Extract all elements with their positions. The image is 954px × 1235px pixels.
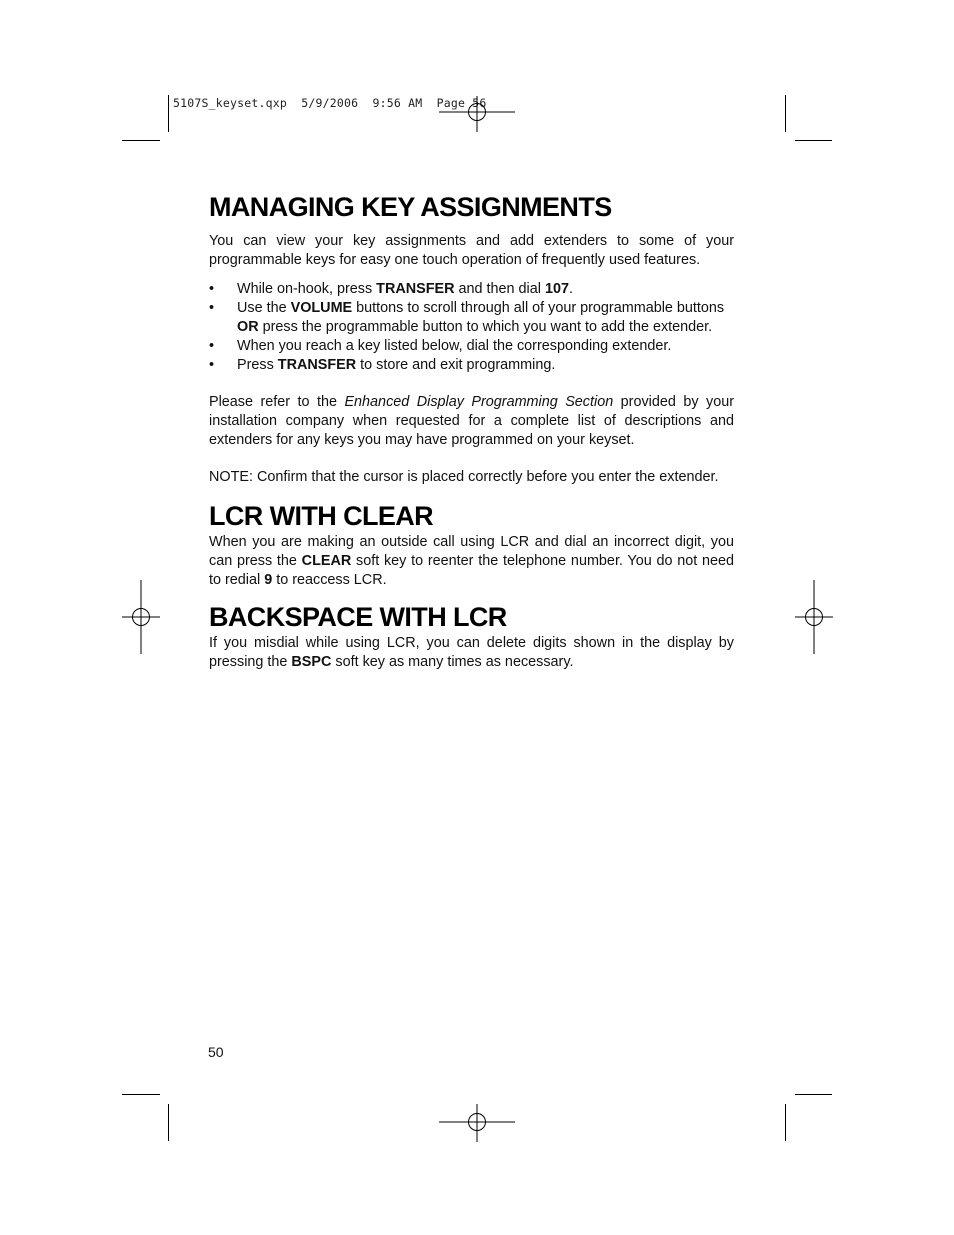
bullet-icon: • [209, 300, 215, 316]
crop-mark-top-left-v [168, 95, 169, 132]
bullet-icon: • [209, 338, 215, 354]
crop-mark-bottom-right-v [785, 1104, 786, 1141]
registration-target-right-icon [795, 580, 833, 654]
list-item: • Use the VOLUME buttons to scroll through all of your programmable buttons OR press the programmable button to which you want to add the extender. [209, 300, 725, 335]
crop-mark-top-right-h [795, 140, 832, 141]
crop-mark-top-left-h [122, 140, 160, 141]
crop-mark-bottom-right-h [795, 1094, 832, 1095]
heading-lcr-with-clear: LCR WITH CLEAR [209, 501, 434, 531]
crop-mark-bottom-left-v [168, 1104, 169, 1141]
list-item: • Press TRANSFER to store and exit programming. [209, 357, 556, 373]
list-item: • While on-hook, press TRANSFER and then dial 107. [209, 281, 573, 297]
note-paragraph: NOTE: Confirm that the cursor is placed correctly before you enter the extender. [209, 469, 719, 485]
lcr-clear-paragraph: When you are making an outside call using LCR and dial an incorrect digit, you can press the CLEAR soft key to reenter the telephone number. You do not need to redial 9 to reaccess LCR. [209, 534, 734, 588]
crop-mark-top-right-v [785, 95, 786, 132]
registration-target-left-icon [122, 580, 160, 654]
registration-target-top-icon [439, 96, 515, 132]
list-item: • When you reach a key listed below, dial the corresponding extender. [209, 338, 672, 354]
bullet-icon: • [209, 357, 215, 373]
print-slug: 5107S_keyset.qxp 5/9/2006 9:56 AM Page 56 [173, 96, 487, 110]
backspace-paragraph: If you misdial while using LCR, you can delete digits shown in the display by pressing the BSPC soft key as many times as necessary. [209, 635, 734, 670]
heading-managing-key-assignments: MANAGING KEY ASSIGNMENTS [209, 192, 612, 222]
bullet-icon: • [209, 281, 215, 297]
page-content [209, 190, 734, 672]
refer-paragraph: Please refer to the Enhanced Display Programming Section provided by your installation company when requested for a complete list of descriptions and extenders for any keys you may have programmed on your keyset. [209, 394, 735, 448]
managing-intro: You can view your key assignments and add extenders to some of your programmable keys for easy one touch operation of frequently used features. [209, 233, 734, 268]
registration-target-bottom-icon [439, 1104, 515, 1142]
managing-steps-list [209, 280, 734, 375]
heading-backspace-with-lcr: BACKSPACE WITH LCR [209, 602, 507, 632]
page-number: 50 [208, 1044, 224, 1060]
crop-mark-bottom-left-h [122, 1094, 160, 1095]
